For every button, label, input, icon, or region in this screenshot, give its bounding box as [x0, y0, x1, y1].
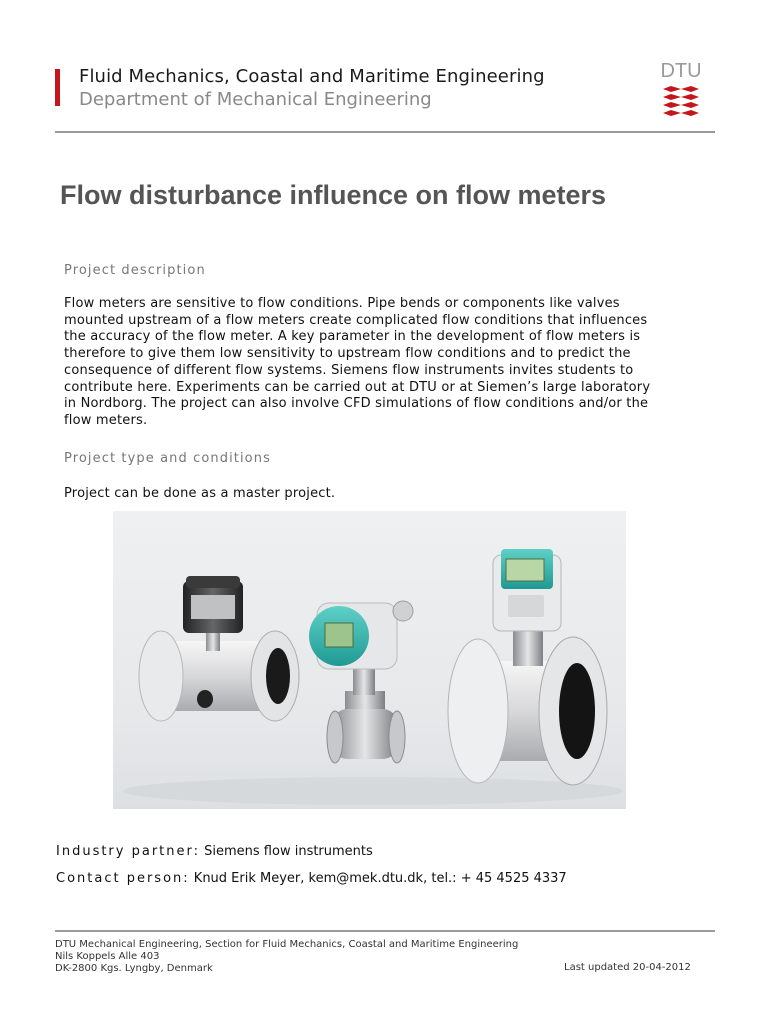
- description-line: mounted upstream of a flow meters create complicated flow conditions that influences: [64, 312, 648, 328]
- flow-meters-illustration: [113, 511, 626, 809]
- footer-line-2: Nils Koppels Alle 403: [55, 951, 160, 962]
- description-line: in Nordborg. The project can also involve CFD simulations of flow conditions and/or the: [64, 396, 649, 412]
- footer-divider: [55, 930, 715, 932]
- flow-meters-photo: [113, 511, 626, 809]
- project-type-text: Project can be done as a master project.: [64, 486, 336, 501]
- last-updated: Last updated 20-04-2012: [564, 962, 691, 973]
- contact-person-label: Contact person:: [56, 871, 190, 886]
- project-description-text: [64, 296, 704, 430]
- description-line: contribute here. Experiments can be carried out at DTU or at Siemen’s large laboratory: [64, 379, 651, 395]
- project-type-heading: Project type and conditions: [64, 451, 271, 466]
- industry-partner-label: Industry partner:: [56, 844, 200, 859]
- description-line: flow meters.: [64, 412, 148, 428]
- project-description-heading: Project description: [64, 263, 206, 278]
- description-line: therefore to give them low sensitivity to upstream flow conditions and to predict the: [64, 346, 631, 362]
- contact-person: [56, 871, 567, 886]
- dtu-logo: [659, 60, 703, 118]
- industry-partner-value: Siemens flow instruments: [204, 844, 373, 859]
- section-name: Fluid Mechanics, Coastal and Maritime Engineering: [79, 66, 545, 87]
- department-name: Department of Mechanical Engineering: [79, 89, 432, 110]
- description-line: the accuracy of the flow meter. A key parameter in the development of flow meters is: [64, 329, 641, 345]
- footer-line-3: DK-2800 Kgs. Lyngby, Denmark: [55, 963, 213, 974]
- header-accent-bar: [55, 69, 60, 106]
- header-divider: [55, 131, 715, 133]
- dtu-logo-text: DTU: [660, 60, 702, 82]
- footer-line-1: DTU Mechanical Engineering, Section for Fluid Mechanics, Coastal and Maritime Engineering: [55, 939, 519, 950]
- dtu-logo-icon: [661, 86, 701, 116]
- description-line: Flow meters are sensitive to flow conditions. Pipe bends or components like valves: [64, 296, 620, 311]
- page-title: Flow disturbance influence on flow meters: [60, 180, 607, 210]
- contact-person-value[interactable]: Knud Erik Meyer, kem@mek.dtu.dk, tel.: + 45 4525 4337: [193, 871, 567, 886]
- industry-partner: [56, 844, 373, 859]
- description-line: consequence of different flow systems. Siemens flow instruments invites students to: [64, 362, 634, 378]
